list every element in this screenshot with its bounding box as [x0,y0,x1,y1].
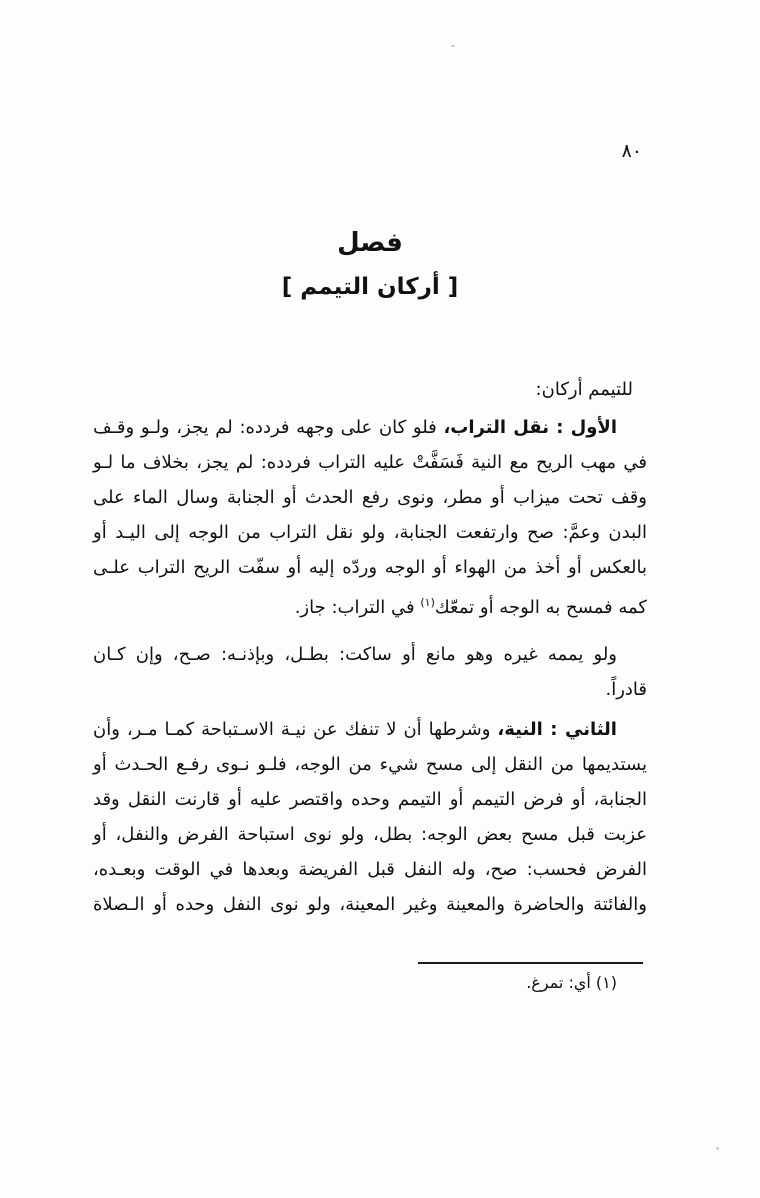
intro-line: للتيمم أركان: [535,379,633,400]
paragraph-line: وقف تحت ميزاب أو مطر، ونوى رفع الحدث أو الجنابة وسال الماء على [93,487,647,508]
line-text: وشرطها أن لا تنفك عن نيـة الاسـتباحة كمـا مـر، وأن [93,719,491,740]
pillar-lead-label: الثاني : النية، [497,719,617,740]
paragraph-line: البدن وعمَّ: صح وارتفعت الجنابة، ولو نقل التراب من الوجه إلى اليـد أو [93,522,647,543]
intro-paragraph [93,372,647,407]
footnote-marker: (١) [420,596,435,609]
section-subheading: [ أركان التيمم ] [281,274,459,300]
page-number: ٨٠ [621,140,642,162]
paragraph-tayammum-by-other [93,637,647,707]
paragraph-line: والفائتة والحاضرة والمعينة وغير المعينة، ولو نوى النفل وحده أو الـصلاة [93,894,647,915]
line-text: كمه فمسح به الوجه أو تمعّك [434,597,647,618]
paragraph-line: يستديمها من النقل إلى مسح شيء من الوجه، فلـو نـوى رفـع الحـدث أو [93,754,647,775]
paragraph-line: بالعكس أو أخذ من الهواء أو الوجه وردّه إليه أو سفّت الريح التراب علـى [93,557,647,578]
pillar-lead-label: الأول : نقل التراب، [443,417,617,438]
line-text: في التراب: جاز. [294,597,415,618]
paragraph-second-pillar [93,712,647,922]
body-text-column [93,372,647,922]
paragraph-first-pillar [93,410,647,620]
paragraph-line: الفرض فحسب: صح، وله النفل قبل الفريضة وبعدها في الوقت وبعـده، [93,859,647,880]
footnote-text: (١) أي: تمرغ. [526,973,617,992]
paragraph-line: الجنابة، أو فرض التيمم أو التيمم وحده واقتصر عليه أو قارنت النقل وقد [93,789,647,810]
scan-artifact-speck [451,45,455,47]
paragraph-line [93,712,647,747]
section-heading-block [93,228,647,300]
paragraph-line: ولو يممه غيره وهو مانع أو ساكت: بطـل، وبإذنـه: صـح، وإن كـان [93,644,617,665]
scan-artifact-speck [716,1147,719,1150]
paragraph-line [93,410,647,445]
section-heading: فصل [337,228,403,258]
paragraph-line: في مهب الريح مع النية فَسَفَّتْ عليه التراب فردده: لم يجز، بخلاف ما لـو [93,452,647,473]
footnote-separator-rule [418,962,643,964]
paragraph-line [93,585,647,620]
paragraph-line: قادراً. [605,679,647,700]
paragraph-line: عزبت قبل مسح بعض الوجه: بطل، ولو نوى استباحة الفرض والنفل، أو [93,824,647,845]
line-text: فلو كان على وجهه فردده: لم يجز، ولـو وقـف [93,417,437,438]
